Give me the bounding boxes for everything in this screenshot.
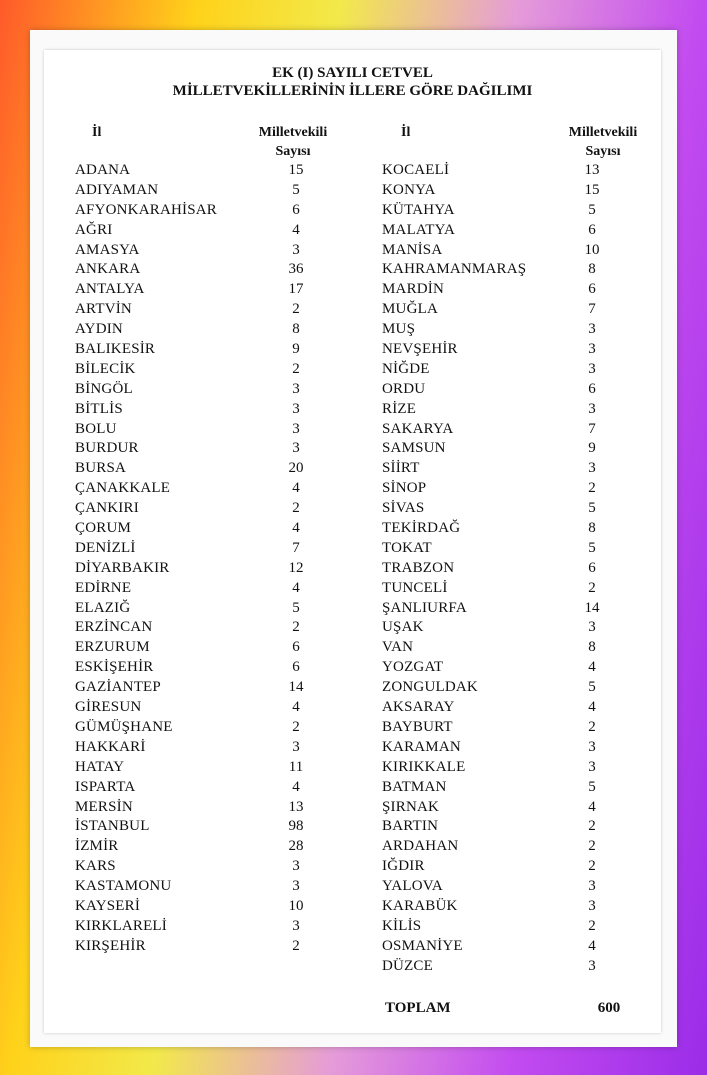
province-name: KAYSERİ [75, 897, 141, 914]
deputy-count: 2 [588, 718, 596, 735]
province-name: AĞRI [75, 221, 113, 238]
province-row [382, 202, 682, 222]
province-name: DÜZCE [382, 957, 433, 974]
header-count-left [245, 123, 341, 161]
province-name: SİVAS [382, 500, 425, 517]
deputy-count: 2 [292, 500, 300, 517]
deputy-count: 9 [292, 341, 300, 358]
document-page [44, 50, 661, 1033]
deputy-count: 6 [292, 659, 300, 676]
deputy-count: 4 [588, 937, 596, 954]
province-row [75, 739, 375, 759]
province-name: SİNOP [382, 480, 427, 497]
province-row [75, 540, 375, 560]
header-count-left-line2: Sayısı [275, 144, 311, 159]
province-row [75, 460, 375, 480]
province-row [75, 500, 375, 520]
province-row [75, 639, 375, 659]
province-row [75, 659, 375, 679]
province-name: BARTIN [382, 818, 439, 835]
province-name: KOCAELİ [382, 162, 450, 178]
province-list-left [75, 162, 375, 958]
province-name: BOLU [75, 420, 117, 437]
province-name: EDİRNE [75, 579, 132, 596]
province-row [382, 659, 682, 679]
province-name: SAKARYA [382, 420, 454, 437]
deputy-count: 6 [588, 559, 596, 576]
deputy-count: 3 [292, 858, 300, 875]
province-row [75, 321, 375, 341]
province-name: HATAY [75, 758, 125, 775]
province-name: İSTANBUL [75, 818, 150, 835]
header-il-right: İl [401, 125, 411, 140]
province-row [75, 381, 375, 401]
province-name: NEVŞEHİR [382, 341, 458, 358]
deputy-count: 4 [292, 520, 300, 537]
province-row [382, 182, 682, 202]
province-name: BAYBURT [382, 718, 453, 735]
province-row [75, 600, 375, 620]
province-row [75, 242, 375, 262]
deputy-count: 4 [292, 699, 300, 716]
deputy-count: 10 [288, 897, 304, 914]
total-label: TOPLAM [385, 1000, 451, 1016]
province-row [75, 361, 375, 381]
province-name: MALATYA [382, 221, 456, 238]
header-count-right [555, 123, 651, 161]
deputy-count: 6 [292, 201, 300, 218]
deputy-count: 13 [288, 798, 304, 815]
province-name: AMASYA [75, 241, 140, 258]
deputy-count: 2 [292, 301, 300, 318]
deputy-count: 3 [588, 957, 596, 974]
header-count-right-line2: Sayısı [585, 144, 621, 159]
province-row [382, 938, 682, 958]
province-name: ADANA [75, 162, 131, 178]
province-name: ÇANAKKALE [75, 480, 171, 497]
province-name: KIRIKKALE [382, 758, 466, 775]
deputy-count: 13 [584, 162, 600, 178]
province-row [75, 699, 375, 719]
province-name: ESKİŞEHİR [75, 659, 154, 676]
province-name: KARABÜK [382, 897, 458, 914]
deputy-count: 3 [292, 380, 300, 397]
province-row [75, 202, 375, 222]
province-row [382, 759, 682, 779]
province-row [382, 739, 682, 759]
province-name: KONYA [382, 181, 436, 198]
deputy-count: 4 [588, 798, 596, 815]
province-row [75, 281, 375, 301]
province-row [382, 222, 682, 242]
deputy-count: 3 [588, 341, 596, 358]
deputy-count: 2 [292, 619, 300, 636]
deputy-count: 7 [292, 539, 300, 556]
province-row [75, 719, 375, 739]
province-row [382, 500, 682, 520]
province-row [382, 779, 682, 799]
deputy-count: 2 [588, 917, 596, 934]
province-name: TEKİRDAĞ [382, 520, 461, 537]
deputy-count: 2 [588, 818, 596, 835]
province-row [75, 401, 375, 421]
province-row [382, 242, 682, 262]
province-row [382, 858, 682, 878]
province-name: MUŞ [382, 321, 416, 338]
province-name: BATMAN [382, 778, 447, 795]
deputy-count: 5 [588, 539, 596, 556]
document-subtitle: MİLLETVEKİLLERİNİN İLLERE GÖRE DAĞILIMI [172, 83, 533, 99]
deputy-count: 11 [288, 758, 304, 775]
province-row [382, 321, 682, 341]
province-row [75, 162, 375, 182]
deputy-count: 3 [292, 440, 300, 457]
province-row [75, 480, 375, 500]
province-name: HAKKARİ [75, 738, 146, 755]
province-name: ANTALYA [75, 281, 145, 298]
deputy-count: 20 [288, 460, 304, 477]
deputy-count: 28 [288, 838, 304, 855]
province-row [382, 361, 682, 381]
province-row [382, 799, 682, 819]
province-name: GİRESUN [75, 699, 142, 716]
province-name: KARAMAN [382, 738, 461, 755]
deputy-count: 6 [588, 380, 596, 397]
province-name: AFYONKARAHİSAR [75, 201, 217, 218]
province-row [75, 898, 375, 918]
header-il-left: İl [92, 125, 102, 140]
province-name: BURSA [75, 460, 127, 477]
province-name: YOZGAT [382, 659, 444, 676]
deputy-count: 7 [588, 301, 596, 318]
province-row [382, 679, 682, 699]
deputy-count: 3 [292, 420, 300, 437]
deputy-count: 5 [588, 778, 596, 795]
province-name: BİNGÖL [75, 380, 133, 397]
province-name: KASTAMONU [75, 878, 172, 895]
deputy-count: 3 [588, 758, 596, 775]
deputy-count: 3 [292, 878, 300, 895]
province-name: KIRKLARELİ [75, 917, 167, 934]
province-row [75, 301, 375, 321]
deputy-count: 3 [292, 400, 300, 417]
province-row [75, 261, 375, 281]
province-row [382, 918, 682, 938]
deputy-count: 4 [292, 579, 300, 596]
deputy-count: 3 [588, 878, 596, 895]
province-name: KAHRAMANMARAŞ [382, 261, 527, 278]
province-row [382, 898, 682, 918]
province-row [382, 301, 682, 321]
deputy-count: 4 [292, 221, 300, 238]
province-row [382, 520, 682, 540]
deputy-count: 3 [588, 897, 596, 914]
province-name: MARDİN [382, 281, 445, 298]
deputy-count: 2 [292, 718, 300, 735]
deputy-count: 7 [588, 420, 596, 437]
deputy-count: 4 [292, 778, 300, 795]
deputy-count: 5 [292, 181, 300, 198]
province-row [382, 460, 682, 480]
province-name: ARTVİN [75, 301, 132, 318]
province-row [75, 520, 375, 540]
province-row [382, 600, 682, 620]
province-name: ERZURUM [75, 639, 150, 656]
deputy-count: 6 [588, 221, 596, 238]
deputy-count: 3 [588, 460, 596, 477]
header-count-left-line1: Milletvekili [258, 125, 328, 140]
deputy-count: 6 [588, 281, 596, 298]
province-name: ISPARTA [75, 778, 136, 795]
province-name: ADIYAMAN [75, 181, 159, 198]
total-value: 600 [597, 1000, 621, 1016]
province-row [75, 759, 375, 779]
province-row [75, 222, 375, 242]
province-row [382, 381, 682, 401]
province-row [382, 838, 682, 858]
province-row [382, 719, 682, 739]
deputy-count: 3 [292, 917, 300, 934]
province-row [382, 421, 682, 441]
province-row [75, 858, 375, 878]
province-row [382, 639, 682, 659]
deputy-count: 5 [292, 599, 300, 616]
deputy-count: 8 [588, 639, 596, 656]
province-row [75, 580, 375, 600]
province-name: BİLECİK [75, 360, 136, 377]
province-row [382, 261, 682, 281]
deputy-count: 36 [288, 261, 304, 278]
deputy-count: 2 [588, 579, 596, 596]
header-count-right-line1: Milletvekili [568, 125, 638, 140]
province-name: İZMİR [75, 838, 119, 855]
deputy-count: 6 [292, 639, 300, 656]
document-title: EK (I) SAYILI CETVEL [272, 65, 433, 81]
deputy-count: 5 [588, 201, 596, 218]
province-name: TUNCELİ [382, 579, 448, 596]
province-row [382, 480, 682, 500]
province-name: BİTLİS [75, 400, 123, 417]
province-name: AKSARAY [382, 699, 455, 716]
province-name: ANKARA [75, 261, 141, 278]
province-row [382, 440, 682, 460]
province-row [75, 341, 375, 361]
province-name: DİYARBAKIR [75, 559, 170, 576]
province-name: VAN [382, 639, 414, 656]
deputy-count: 98 [288, 818, 304, 835]
province-row [75, 619, 375, 639]
deputy-count: 3 [588, 400, 596, 417]
province-name: ZONGULDAK [382, 679, 478, 696]
province-name: ERZİNCAN [75, 619, 153, 636]
province-name: KİLİS [382, 917, 422, 934]
deputy-count: 3 [588, 360, 596, 377]
province-row [75, 779, 375, 799]
deputy-count: 2 [292, 937, 300, 954]
province-name: BURDUR [75, 440, 139, 457]
province-name: DENİZLİ [75, 539, 136, 556]
province-name: TOKAT [382, 539, 432, 556]
deputy-count: 14 [584, 599, 600, 616]
deputy-count: 2 [292, 360, 300, 377]
deputy-count: 5 [588, 679, 596, 696]
province-row [75, 182, 375, 202]
province-name: RİZE [382, 400, 417, 417]
province-list-right [382, 162, 682, 978]
province-row [382, 341, 682, 361]
deputy-count: 17 [288, 281, 304, 298]
deputy-count: 4 [292, 480, 300, 497]
province-row [382, 818, 682, 838]
province-row [382, 619, 682, 639]
deputy-count: 3 [292, 241, 300, 258]
province-name: ÇORUM [75, 520, 132, 537]
province-name: ŞIRNAK [382, 798, 440, 815]
deputy-count: 2 [588, 480, 596, 497]
province-name: MANİSA [382, 241, 443, 258]
deputy-count: 2 [588, 858, 596, 875]
deputy-count: 10 [584, 241, 600, 258]
province-row [75, 838, 375, 858]
province-row [382, 281, 682, 301]
province-name: KÜTAHYA [382, 201, 455, 218]
province-name: IĞDIR [382, 858, 425, 875]
province-row [75, 918, 375, 938]
deputy-count: 3 [292, 738, 300, 755]
deputy-count: 3 [588, 738, 596, 755]
province-row [382, 580, 682, 600]
province-name: SAMSUN [382, 440, 446, 457]
province-name: ŞANLIURFA [382, 599, 467, 616]
deputy-count: 15 [584, 181, 600, 198]
province-row [382, 540, 682, 560]
province-row [75, 938, 375, 958]
province-name: ÇANKIRI [75, 500, 139, 517]
deputy-count: 3 [588, 619, 596, 636]
province-row [382, 162, 682, 182]
province-name: YALOVA [382, 878, 443, 895]
province-name: MERSİN [75, 798, 133, 815]
province-name: KIRŞEHİR [75, 937, 146, 954]
deputy-count: 12 [288, 559, 304, 576]
province-row [75, 421, 375, 441]
province-row [75, 818, 375, 838]
province-row [382, 699, 682, 719]
deputy-count: 3 [588, 321, 596, 338]
province-row [75, 679, 375, 699]
province-name: ARDAHAN [382, 838, 459, 855]
province-row [75, 440, 375, 460]
province-row [75, 560, 375, 580]
province-name: NİĞDE [382, 360, 430, 377]
province-name: GAZİANTEP [75, 679, 161, 696]
province-name: SİİRT [382, 460, 420, 477]
province-name: OSMANİYE [382, 937, 463, 954]
province-row [382, 401, 682, 421]
province-name: GÜMÜŞHANE [75, 718, 173, 735]
deputy-count: 2 [588, 838, 596, 855]
province-row [75, 799, 375, 819]
province-name: AYDIN [75, 321, 123, 338]
province-name: ORDU [382, 380, 426, 397]
deputy-count: 15 [288, 162, 304, 178]
province-name: KARS [75, 858, 116, 875]
province-row [382, 560, 682, 580]
deputy-count: 9 [588, 440, 596, 457]
deputy-count: 4 [588, 659, 596, 676]
province-name: UŞAK [382, 619, 424, 636]
province-row [382, 878, 682, 898]
province-row [382, 958, 682, 978]
province-name: TRABZON [382, 559, 455, 576]
deputy-count: 14 [288, 679, 304, 696]
province-name: BALIKESİR [75, 341, 156, 358]
province-name: ELAZIĞ [75, 599, 131, 616]
deputy-count: 8 [292, 321, 300, 338]
deputy-count: 8 [588, 261, 596, 278]
province-row [75, 878, 375, 898]
deputy-count: 5 [588, 500, 596, 517]
deputy-count: 8 [588, 520, 596, 537]
province-name: MUĞLA [382, 301, 438, 318]
deputy-count: 4 [588, 699, 596, 716]
